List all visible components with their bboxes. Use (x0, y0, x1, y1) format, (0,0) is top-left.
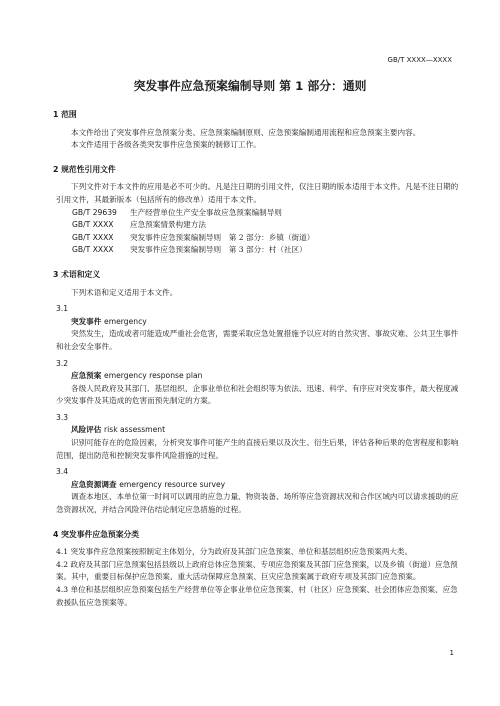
page-number: 1 (449, 649, 454, 658)
paragraph: 4.2 政府及其部门应急预案包括县级以上政府总体应急预案、专项应急预案及其部门应急预案，以及乡镇（街道）应急预案。其中，重要目标保护应急预案、重大活动保障应急预案、巨灾应急预案属于政府专项及其部门应急预案。 (56, 559, 458, 582)
term-number: 3.3 (56, 412, 69, 422)
document-body (53, 104, 462, 609)
term-name (71, 316, 462, 329)
reference-text: 突发事件应急预案编制导则 第 3 部分：村（社区） (130, 245, 307, 255)
term-number: 3.1 (56, 304, 69, 314)
reference-text: 突发事件应急预案编制导则 第 2 部分：乡镇（街道） (130, 232, 315, 242)
term-en: emergency (104, 316, 147, 326)
term-zh: 应急资源调查 (71, 479, 117, 489)
section-heading-terms: 3 术语和定义 (53, 269, 101, 279)
reference-code: GB/T 29639 (72, 207, 117, 217)
section-heading-scope: 1 范围 (53, 110, 77, 119)
term-zh: 应急预案 (71, 371, 102, 381)
reference-code: GB/T XXXX (72, 220, 114, 230)
reference-code: GB/T XXXX (72, 232, 114, 242)
reference-item (72, 219, 462, 232)
paragraph: 本文件给出了突发事件应急预案分类、应急预案编制原则、应急预案编制通用流程和应急预案主要内容。 (71, 127, 421, 137)
term-definition: 调查本地区、本单位第一时间可以调用的应急力量、物资装备、场所等应急资源状况和合作区域内可以请求援助的应急资源状况，并结合风险评估结论制定应急措施的过程。 (56, 492, 459, 515)
reference-item (72, 232, 462, 245)
paragraph: 下列术语和定义适用于本文件。 (71, 287, 178, 297)
reference-text: 生产经营单位生产安全事故应急预案编制导则 (130, 207, 282, 217)
paragraph: 下列文件对于本文件的应用是必不可少的。凡是注日期的引用文件，仅注日期的版本适用于本文件。凡是不注日期的引用文件，其最新版本（包括所有的修改单）适用于本文件。 (56, 182, 459, 204)
reference-item (72, 244, 462, 257)
term-definition: 识别可能存在的危险因素，分析突发事件可能产生的直接后果以及次生、衍生后果，评估各种后果的危害程度和影响范围，提出防范和控制突发事件风险措施的过程。 (56, 438, 459, 460)
section-heading-refs: 2 规范性引用文件 (53, 164, 116, 174)
term-number: 3.2 (56, 358, 69, 368)
term-definition: 各级人民政府及其部门、基层组织、企事业单位和社会组织等为依法、迅速、科学、有序应对突发事件，最大程度减少突发事件及其造成的危害而预先制定的方案。 (56, 383, 459, 406)
term-zh: 突发事件 (71, 316, 102, 326)
term-name (71, 370, 462, 383)
term-name (71, 424, 462, 437)
section-heading-classes: 4 突发事件应急预案分类 (53, 529, 140, 539)
term-definition: 突然发生，造成或者可能造成严重社会危害，需要采取应急处置措施予以应对的自然灾害、事故灾难、公共卫生事件和社会安全事件。 (56, 329, 459, 351)
reference-text: 应急预案情景构建方法 (130, 220, 206, 230)
reference-code: GB/T XXXX (72, 245, 114, 255)
term-en: risk assessment (104, 425, 166, 435)
paragraph: 4.1 突发事件应急预案按照制定主体划分，分为政府及其部门应急预案、单位和基层组织应急预案两大类。 (56, 547, 413, 557)
page-title: 突发事件应急预案编制导则 第 1 部分：通则 (133, 79, 367, 93)
term-en: emergency response plan (104, 371, 203, 381)
doc-code: GB/T XXXX—XXXX (387, 56, 452, 64)
term-name (71, 479, 462, 492)
term-en: emergency resource survey (119, 479, 226, 489)
paragraph: 本文件适用于各级各类突发事件应急预案的制修订工作。 (71, 140, 261, 150)
term-number: 3.4 (56, 467, 69, 477)
reference-item (72, 207, 462, 220)
term-zh: 风险评估 (71, 425, 102, 435)
paragraph: 4.3 单位和基层组织应急预案包括生产经营单位等企事业单位应急预案、村（社区）应急预案、社会团体应急预案、应急救援队伍应急预案等。 (56, 585, 458, 607)
